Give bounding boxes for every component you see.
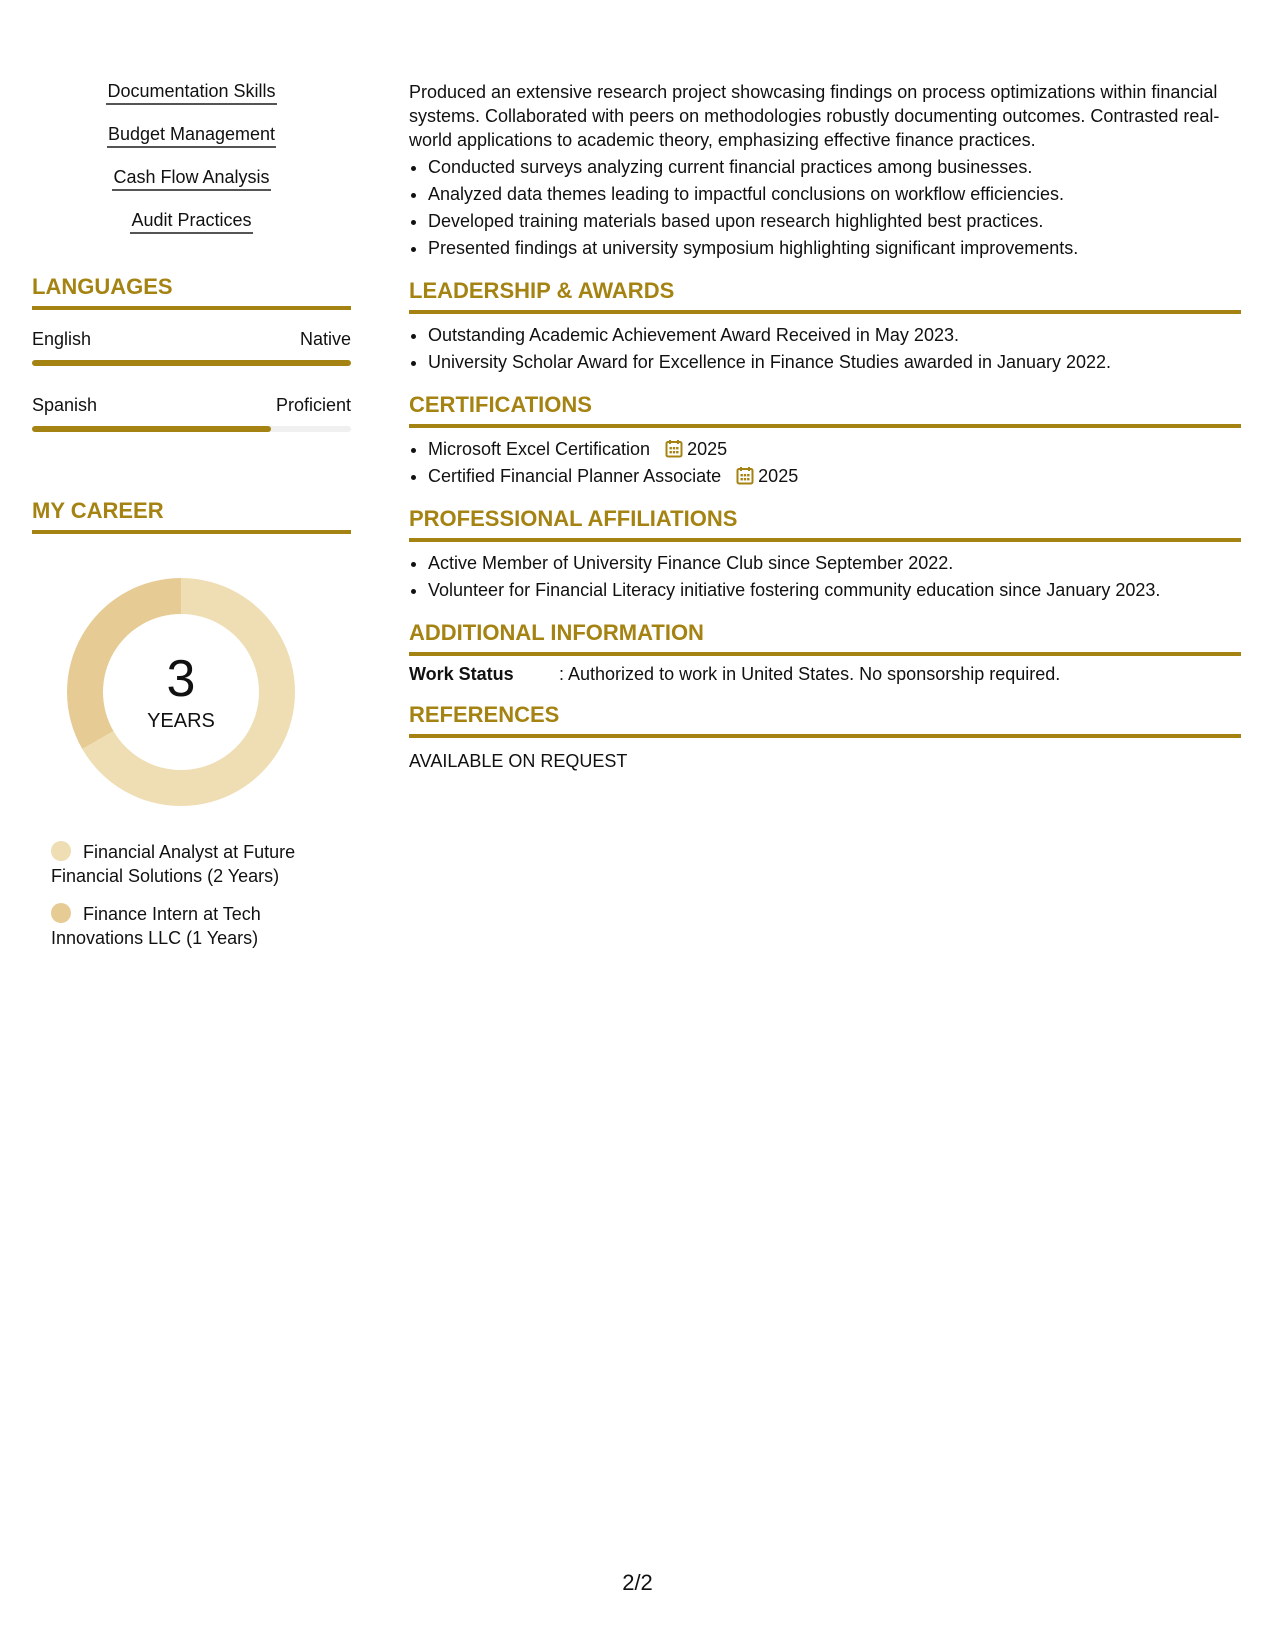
career-legend-label: Financial Analyst at Future Financial Solutions (2 Years) [51, 842, 296, 886]
bullet-item: • Developed training materials based upon research highlighted best practices. [428, 208, 1241, 235]
language-proficiency-fill [32, 426, 271, 432]
skill-label: Audit Practices [130, 209, 252, 234]
bullet-item: • Analyzed data themes leading to impactful conclusions on workflow efficiencies. [428, 181, 1241, 208]
skill-item [32, 209, 351, 235]
affiliation-item: • Volunteer for Financial Literacy initiative fostering community education since January 2023. [428, 577, 1241, 604]
references-text: AVAILABLE ON REQUEST [409, 751, 628, 771]
affiliations-heading: PROFESSIONAL AFFILIATIONS [409, 504, 1241, 542]
skill-item [32, 80, 351, 106]
skill-item [32, 166, 351, 192]
calendar-icon [736, 466, 754, 485]
bullet-item: • Presented findings at university symposium highlighting significant improvements. [428, 235, 1241, 262]
language-name: English [32, 329, 92, 349]
references-heading: REFERENCES [409, 700, 1241, 738]
skills-list [32, 80, 351, 235]
certification-year: 2025 [687, 439, 728, 459]
affiliation-item: • Active Member of University Finance Club since September 2022. [428, 550, 1241, 577]
career-total-value: 3 [166, 650, 196, 708]
certifications-heading: CERTIFICATIONS [409, 390, 1241, 428]
bullet-item: • Conducted surveys analyzing current financial practices among businesses. [428, 154, 1241, 181]
language-name: Spanish [32, 395, 98, 415]
career-legend-item [51, 902, 321, 950]
skill-label: Budget Management [107, 123, 276, 148]
career-heading: MY CAREER [32, 496, 351, 534]
additional-info-heading: ADDITIONAL INFORMATION [409, 618, 1241, 656]
certification-name: Microsoft Excel Certification [428, 439, 651, 459]
sidebar [32, 80, 351, 964]
career-total-unit: YEARS [147, 710, 215, 732]
languages-heading: LANGUAGES [32, 272, 351, 310]
award-item: • Outstanding Academic Achievement Award Received in May 2023. [428, 322, 1241, 349]
award-item: • University Scholar Award for Excellence in Finance Studies awarded in January 2022. [428, 349, 1241, 376]
certification-year: 2025 [758, 466, 799, 486]
language-level: Native [299, 329, 351, 349]
language-level: Proficient [275, 395, 351, 415]
leadership-heading: LEADERSHIP & AWARDS [409, 276, 1241, 314]
career-donut-chart [67, 578, 295, 806]
language-item [32, 328, 351, 366]
career-legend [51, 840, 321, 950]
main-content [409, 80, 1241, 773]
legend-dot [51, 903, 71, 923]
calendar-icon [665, 439, 683, 458]
career-legend-label: Finance Intern at Tech Innovations LLC (1 Years) [51, 904, 261, 948]
career-legend-item [51, 840, 321, 888]
legend-dot [51, 841, 71, 861]
project-summary: Produced an extensive research project showcasing findings on process optimizations within financial systems. Collaborated with peers on methodologies robustly documenting outcomes. Contrasted real-world applications to academic theory, emphasizing effective finance practices. [409, 82, 1220, 150]
project-bullets [409, 154, 1241, 262]
certifications-list [409, 436, 1241, 490]
work-status-value: : Authorized to work in United States. No sponsorship required. [559, 664, 1061, 684]
language-proficiency-fill [32, 360, 351, 366]
language-proficiency-bar [32, 426, 351, 432]
certification-name: Certified Financial Planner Associate [428, 466, 722, 486]
leadership-list [409, 322, 1241, 376]
work-status-row [409, 662, 1241, 686]
skill-item [32, 123, 351, 149]
affiliations-list [409, 550, 1241, 604]
skill-label: Cash Flow Analysis [112, 166, 270, 191]
certification-item [428, 436, 1241, 463]
career-total [67, 578, 295, 806]
page-number: 2/2 [622, 1570, 653, 1595]
work-status-label: Work Status [409, 664, 514, 684]
certification-item [428, 463, 1241, 490]
skill-label: Documentation Skills [106, 80, 276, 105]
language-proficiency-bar [32, 360, 351, 366]
language-item [32, 394, 351, 432]
